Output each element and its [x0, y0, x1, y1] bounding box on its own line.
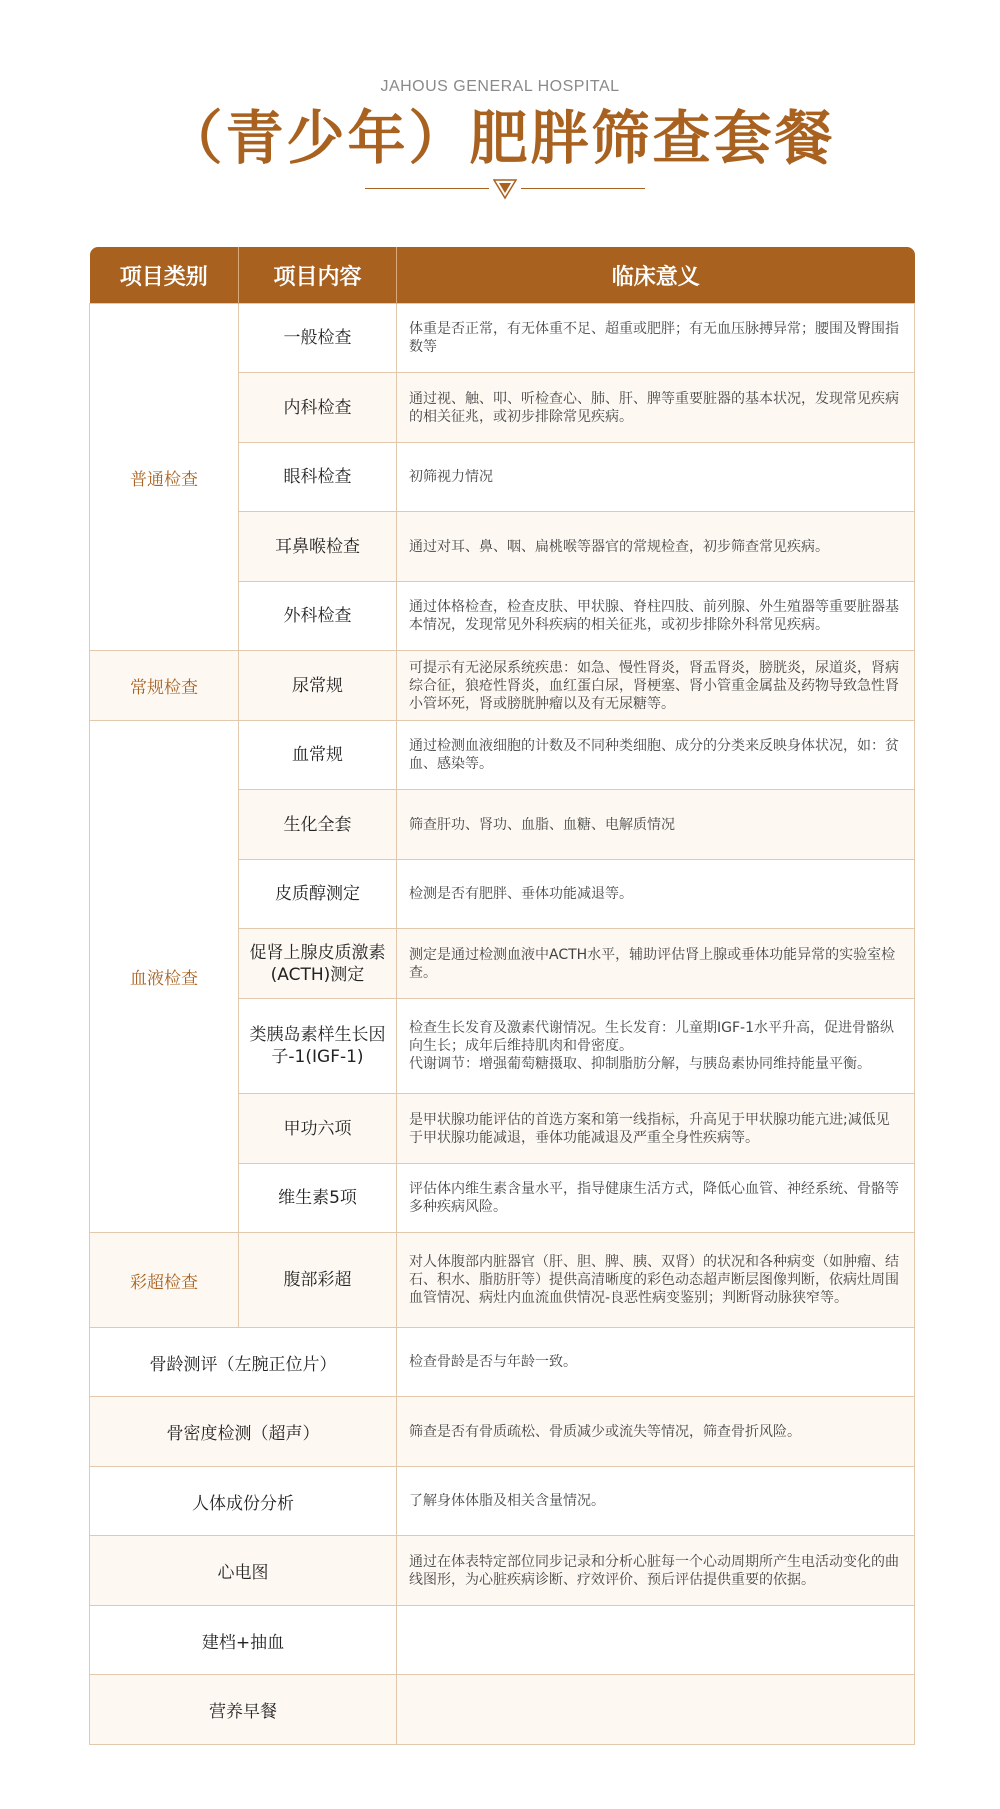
header-item: 项目内容	[239, 247, 397, 304]
title-divider	[365, 178, 645, 204]
meaning-cell: 通过检测血液细胞的计数及不同种类细胞、成分的分类来反映身体状况，如：贫血、感染等。	[397, 721, 915, 790]
table-row	[90, 1328, 915, 1397]
category-cell: 彩超检查	[90, 1233, 239, 1328]
meaning-cell	[397, 1675, 915, 1745]
meaning-cell: 通过视、触、叩、听检查心、肺、肝、脾等重要脏器的基本状况，发现常见疾病的相关征兆，或初步排除常见疾病。	[397, 373, 915, 443]
meaning-cell: 通过在体表特定部位同步记录和分析心脏每一个心动周期所产生电活动变化的曲线图形，为心脏疾病诊断、疗效评价、预后评估提供重要的依据。	[397, 1536, 915, 1606]
item-cell: 皮质醇测定	[239, 860, 397, 929]
category-cell: 普通检查	[90, 304, 239, 651]
item-cell: 促肾上腺皮质激素(ACTH)测定	[239, 929, 397, 999]
item-cell: 腹部彩超	[239, 1233, 397, 1328]
item-cell: 一般检查	[239, 304, 397, 373]
meaning-cell: 筛查肝功、肾功、血脂、血糖、电解质情况	[397, 790, 915, 860]
meaning-cell: 了解身体体脂及相关含量情况。	[397, 1467, 915, 1536]
meaning-cell: 筛查是否有骨质疏松、骨质减少或流失等情况，筛查骨折风险。	[397, 1397, 915, 1467]
hospital-name: JAHOUS GENERAL HOSPITAL	[380, 78, 620, 95]
table-row	[90, 1397, 915, 1467]
item-cell: 尿常规	[239, 651, 397, 721]
meaning-cell: 初筛视力情况	[397, 443, 915, 512]
meaning-cell	[397, 1606, 915, 1675]
category-cell: 血液检查	[90, 721, 239, 1233]
meaning-cell: 评估体内维生素含量水平，指导健康生活方式，降低心血管、神经系统、骨骼等多种疾病风险。	[397, 1164, 915, 1233]
merged-item-cell: 人体成份分析	[90, 1467, 397, 1536]
merged-item-cell: 骨密度检测（超声）	[90, 1397, 397, 1467]
item-cell: 耳鼻喉检查	[239, 512, 397, 582]
package-table-container	[89, 247, 914, 1745]
table-row	[90, 721, 915, 790]
meaning-cell: 检测是否有肥胖、垂体功能减退等。	[397, 860, 915, 929]
table-row	[90, 651, 915, 721]
table-row	[90, 1233, 915, 1328]
header-category: 项目类别	[90, 247, 239, 304]
meaning-cell: 对人体腹部内脏器官（肝、胆、脾、胰、双肾）的状况和各种病变（如肿瘤、结石、积水、脂肪肝等）提供高清晰度的彩色动态超声断层图像判断，依病灶周围血管情况、病灶内血流血供情况-良恶性病变鉴别；判断肾动脉狭窄等。	[397, 1233, 915, 1328]
table-row	[90, 304, 915, 373]
merged-item-cell: 建档+抽血	[90, 1606, 397, 1675]
meaning-cell: 通过体格检查，检查皮肤、甲状腺、脊柱四肢、前列腺、外生殖器等重要脏器基本情况，发现常见外科疾病的相关征兆，或初步排除外科常见疾病。	[397, 582, 915, 651]
page-header	[0, 0, 1000, 240]
page-title: （青少年）肥胖筛查套餐	[164, 104, 836, 172]
table-row	[90, 1536, 915, 1606]
item-cell: 外科检查	[239, 582, 397, 651]
triangle-ornament-icon	[493, 178, 517, 200]
item-cell: 眼科检查	[239, 443, 397, 512]
meaning-cell: 体重是否正常，有无体重不足、超重或肥胖；有无血压脉搏异常；腰围及臀围指数等	[397, 304, 915, 373]
merged-item-cell: 营养早餐	[90, 1675, 397, 1745]
item-cell: 甲功六项	[239, 1094, 397, 1164]
meaning-cell: 测定是通过检测血液中ACTH水平，辅助评估肾上腺或垂体功能异常的实验室检查。	[397, 929, 915, 999]
merged-item-cell: 心电图	[90, 1536, 397, 1606]
item-cell: 血常规	[239, 721, 397, 790]
package-table	[89, 247, 915, 1745]
divider-line-right	[521, 188, 645, 189]
divider-line-left	[365, 188, 489, 189]
table-row	[90, 1606, 915, 1675]
header-meaning: 临床意义	[397, 247, 915, 304]
merged-item-cell: 骨龄测评（左腕正位片）	[90, 1328, 397, 1397]
meaning-cell: 检查生长发育及激素代谢情况。生长发育：儿童期IGF-1水平升高，促进骨骼纵向生长；成年后维持肌肉和骨密度。 代谢调节：增强葡萄糖摄取、抑制脂肪分解，与胰岛素协同维持能量平衡。	[397, 999, 915, 1094]
meaning-cell: 是甲状腺功能评估的首选方案和第一线指标，升高见于甲状腺功能亢进;减低见于甲状腺功能减退，垂体功能减退及严重全身性疾病等。	[397, 1094, 915, 1164]
meaning-cell: 可提示有无泌尿系统疾患：如急、慢性肾炎，肾盂肾炎，膀胱炎，尿道炎，肾病综合征，狼疮性肾炎，血红蛋白尿，肾梗塞、肾小管重金属盐及药物导致急性肾小管坏死，肾或膀胱肿瘤以及有无尿糖等。	[397, 651, 915, 721]
meaning-cell: 通过对耳、鼻、咽、扁桃喉等器官的常规检查，初步筛查常见疾病。	[397, 512, 915, 582]
item-cell: 生化全套	[239, 790, 397, 860]
meaning-cell: 检查骨龄是否与年龄一致。	[397, 1328, 915, 1397]
table-header-row	[90, 247, 915, 304]
item-cell: 维生素5项	[239, 1164, 397, 1233]
item-cell: 类胰岛素样生长因子-1(IGF-1)	[239, 999, 397, 1094]
item-cell: 内科检查	[239, 373, 397, 443]
table-row	[90, 1675, 915, 1745]
table-row	[90, 1467, 915, 1536]
category-cell: 常规检查	[90, 651, 239, 721]
